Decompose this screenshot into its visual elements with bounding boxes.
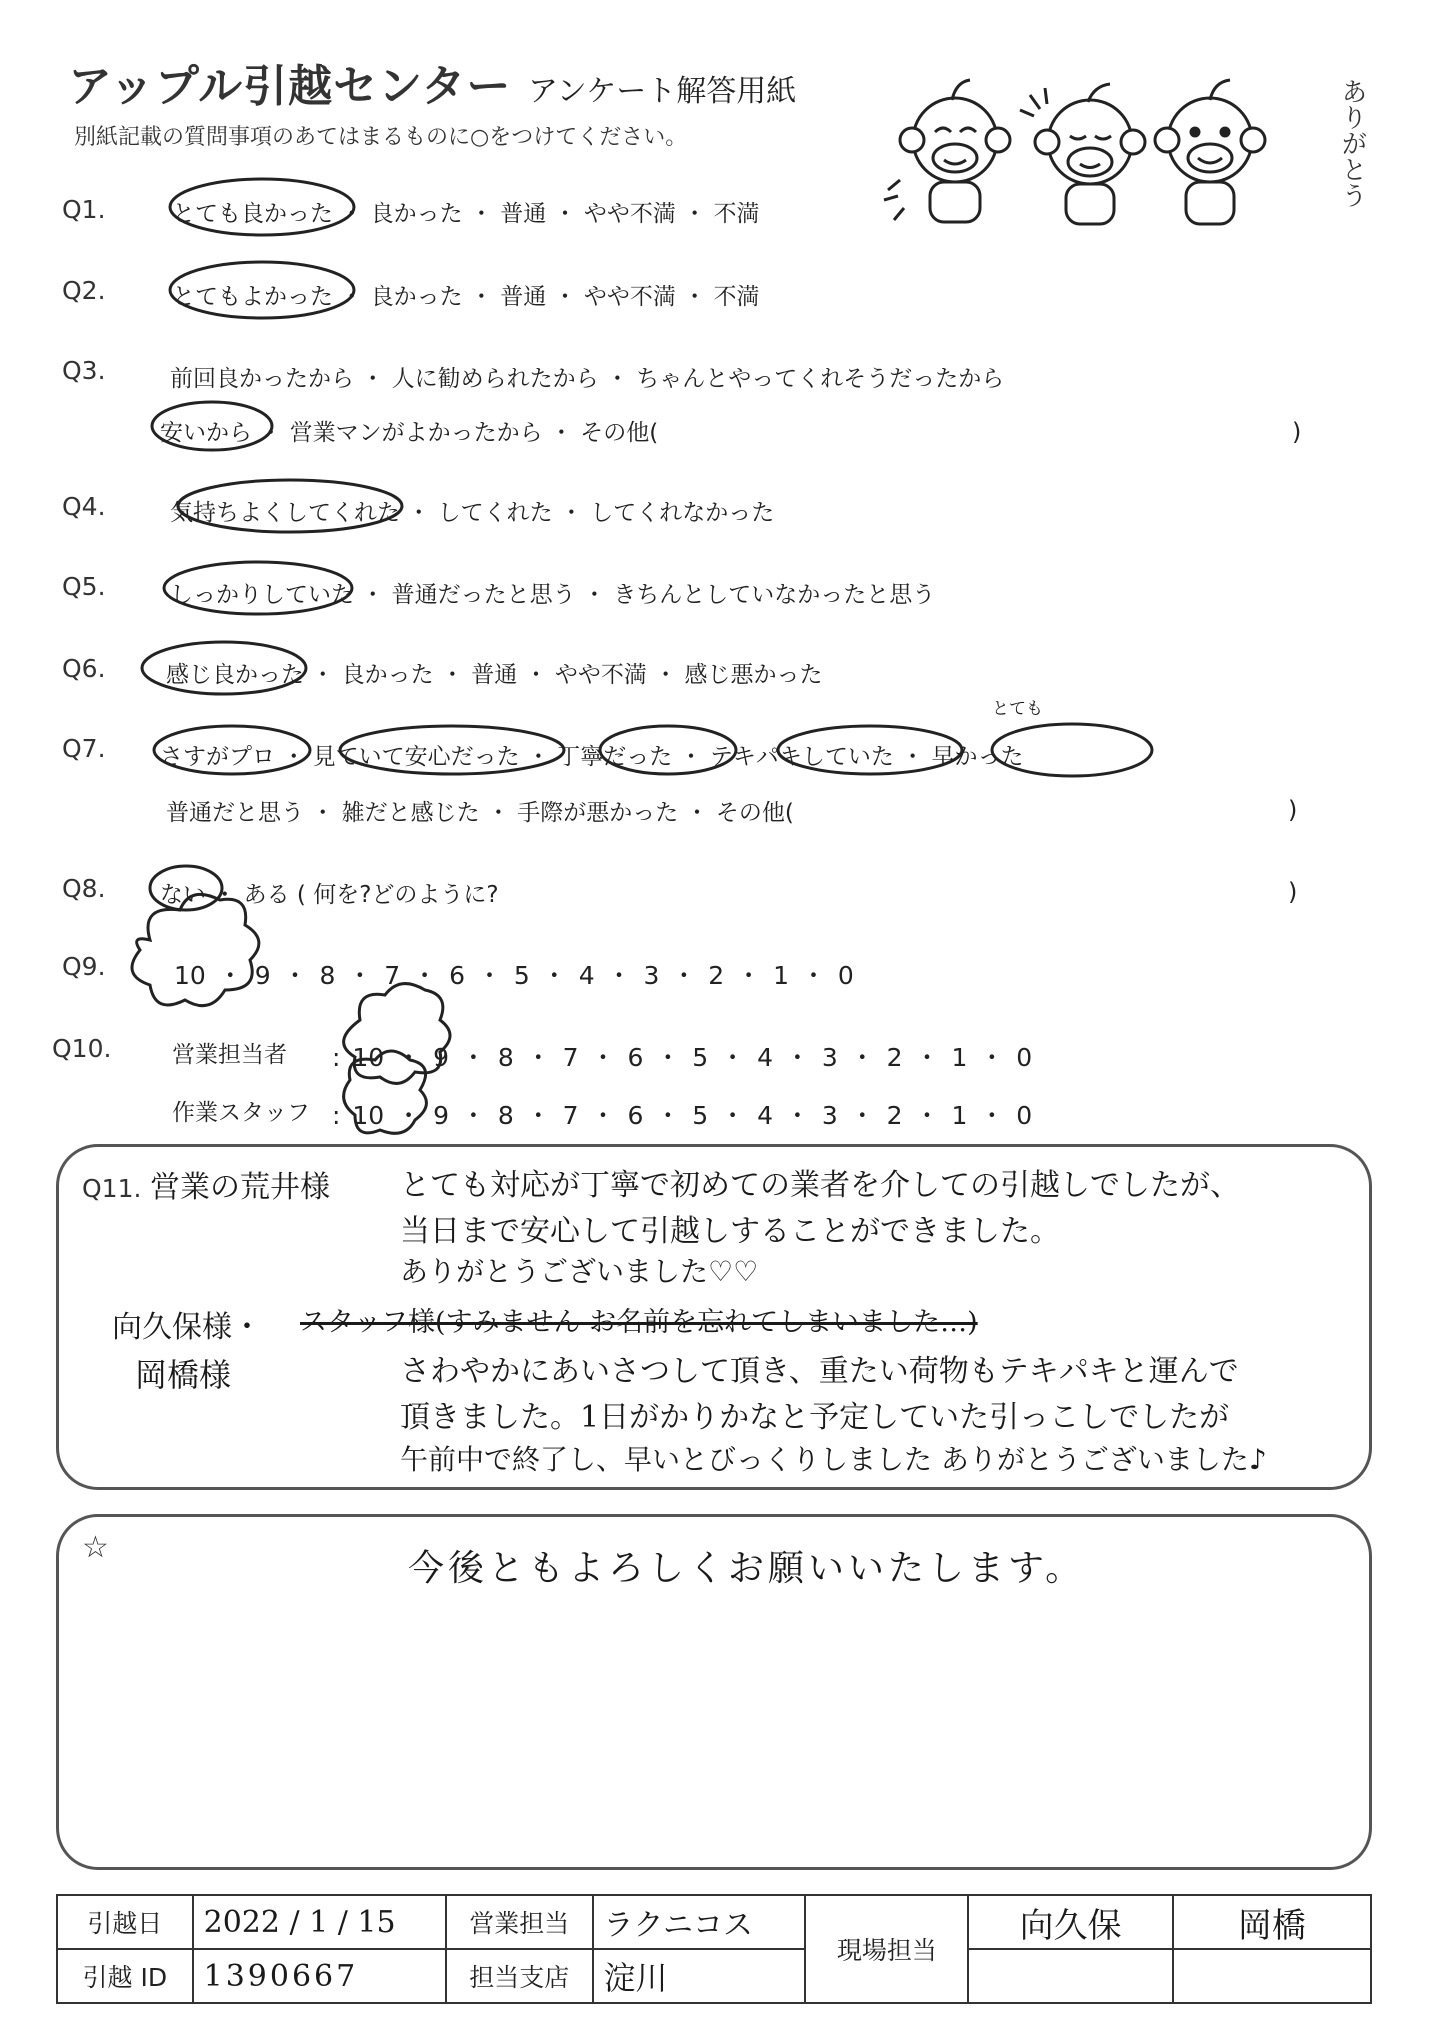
free-comment-handwritten: 今後ともよろしくお願いいたします。 <box>408 1548 1086 1589</box>
q10-staff-label: 作業スタッフ <box>172 1100 310 1126</box>
q7-circle-anshin <box>340 726 564 774</box>
q6-label: Q6. <box>62 654 106 683</box>
site-rep-value-1[interactable] <box>968 1895 1172 1949</box>
q11-hw-struck-text: スタッフ様(すみません お名前を忘れてしまいました…) <box>300 1307 978 1338</box>
q9-options[interactable]: 10 ・ 9 ・ 8 ・ 7 ・ 6 ・ 5 ・ 4 ・ 3 ・ 2 ・ 1 ・ 0 <box>174 961 854 990</box>
site-rep-hw-1: 向久保 <box>1019 1905 1122 1946</box>
thanks-vertical-text: ありがとう <box>1337 78 1367 208</box>
q1-options[interactable]: とても良かった ・ 良かった ・ 普通 ・ やや不満 ・ 不満 <box>172 201 760 227</box>
moving-id-hw: 1390667 <box>203 1958 359 1994</box>
q11-hw-line4: さわやかにあいさつして頂き、重たい荷物もテキパキと運んで <box>400 1354 1239 1389</box>
q7-circle-hayakatta <box>992 724 1152 776</box>
q7-label: Q7. <box>62 734 106 763</box>
q10-staff-flower <box>344 1051 427 1133</box>
moving-date-label: 引越日 <box>57 1895 193 1949</box>
footer-info-table <box>56 1894 1372 2004</box>
moving-id-value[interactable] <box>193 1949 446 2003</box>
q10-sales-flower <box>344 984 450 1084</box>
q1-label: Q1. <box>62 195 106 224</box>
q11-hw-line2: 当日まで安心して引越しすることができました。 <box>400 1214 1060 1249</box>
q2-options[interactable]: とてもよかった ・ 良かった ・ 普通 ・ やや不満 ・ 不満 <box>172 284 760 310</box>
q3-options-line1[interactable]: 前回良かったから ・ 人に勧められたから ・ ちゃんとやってくれそうだったから <box>170 366 1005 392</box>
q11-hw-line3: ありがとうございました♡♡ <box>400 1255 759 1288</box>
q11-hw-line1: とても対応が丁寧で初めての業者を介しての引越しでしたが、 <box>400 1168 1240 1203</box>
site-rep-empty-2[interactable] <box>1173 1949 1371 2003</box>
q4-options[interactable]: 気持ちよくしてくれた ・ してくれた ・ してくれなかった <box>170 500 775 526</box>
site-rep-hw-2: 岡橋 <box>1237 1905 1306 1946</box>
q7-circle-tekipaki <box>778 726 962 774</box>
q10-label: Q10. <box>52 1034 112 1063</box>
moving-date-hw: 2022 / 1 / 15 <box>203 1904 396 1940</box>
q11-label: Q11. <box>82 1174 142 1203</box>
branch-label: 担当支店 <box>446 1949 593 2003</box>
q10-staff-options[interactable]: : 10 ・ 9 ・ 8 ・ 7 ・ 6 ・ 5 ・ 4 ・ 3 ・ 2 ・ 1 ・ 0 <box>332 1101 1033 1130</box>
q5-options[interactable]: しっかりしていた ・ 普通だったと思う ・ きちんとしていなかったと思う <box>170 582 936 608</box>
q10-sales-label: 営業担当者 <box>172 1042 287 1068</box>
q8-options[interactable]: ない ・ ある ( 何を?どのように? <box>160 882 499 908</box>
q3-label: Q3. <box>62 356 106 385</box>
q6-options[interactable]: 感じ良かった ・ 良かった ・ 普通 ・ やや不満 ・ 感じ悪かった <box>166 662 823 688</box>
sales-rep-value[interactable] <box>593 1895 806 1949</box>
q11-hw-name-arai: 営業の荒井様 <box>150 1170 330 1205</box>
q7-circle-teinei <box>600 726 736 774</box>
q9-selected-flower <box>132 894 259 1005</box>
q2-label: Q2. <box>62 276 106 305</box>
q7-circle-sasuga <box>154 726 310 774</box>
site-rep-empty-1[interactable] <box>968 1949 1172 2003</box>
q11-hw-staff-names-2: 岡橋様 <box>135 1356 232 1394</box>
instruction-text: 別紙記載の質問事項のあてはまるものに○をつけてください。 <box>74 125 688 150</box>
q7-paren-close: ) <box>1288 796 1298 824</box>
q5-label: Q5. <box>62 572 106 601</box>
site-rep-value-2[interactable] <box>1173 1895 1371 1949</box>
form-subtitle: アンケート解答用紙 <box>528 74 797 109</box>
q11-hw-line6: 午前中で終了し、早いとびっくりしました ありがとうございました♪ <box>400 1443 1267 1476</box>
q11-hw-staff-names-1: 向久保様・ <box>112 1310 262 1345</box>
q9-label: Q9. <box>62 952 106 981</box>
q3-paren-close: ) <box>1292 418 1302 446</box>
brand-title: アップル引越センター <box>68 61 512 112</box>
q5-selected-circle <box>164 562 352 614</box>
site-rep-label: 現場担当 <box>805 1895 968 2003</box>
moving-date-value[interactable] <box>193 1895 446 1949</box>
q3-options-line2[interactable]: 安いから ・ 営業マンがよかったから ・ その他( <box>160 420 659 446</box>
q6-selected-circle <box>142 642 306 694</box>
q8-label: Q8. <box>62 874 106 903</box>
q7-handwritten-annotation: とても <box>992 699 1043 719</box>
q11-hw-line5: 頂きました。1日がかりかなと予定していた引っこしでしたが <box>400 1400 1230 1435</box>
q7-options-line1[interactable]: さすがプロ ・ 見ていて安心だった ・ 丁寧だった ・ テキパキしていた ・ 早かった <box>160 744 1024 770</box>
branch-value[interactable] <box>593 1949 806 2003</box>
branch-hw: 淀川 <box>603 1959 668 1997</box>
q4-selected-circle <box>178 480 402 532</box>
q10-sales-options[interactable]: : 10 ・ 9 ・ 8 ・ 7 ・ 6 ・ 5 ・ 4 ・ 3 ・ 2 ・ 1 ・ 0 <box>332 1043 1033 1072</box>
q7-options-line2[interactable]: 普通だと思う ・ 雑だと感じた ・ 手際が悪かった ・ その他( <box>166 800 794 826</box>
sales-rep-label: 営業担当 <box>446 1895 593 1949</box>
q8-paren-close: ) <box>1288 878 1298 906</box>
q1-selected-circle <box>170 179 354 235</box>
moving-id-label: 引越 ID <box>57 1949 193 2003</box>
q8-selected-circle <box>150 866 222 910</box>
sales-rep-hw: ラクニコス <box>603 1908 753 1943</box>
q3-selected-circle <box>152 402 272 450</box>
q2-selected-circle <box>170 262 354 318</box>
star-icon: ☆ <box>82 1530 109 1565</box>
q4-label: Q4. <box>62 492 106 521</box>
